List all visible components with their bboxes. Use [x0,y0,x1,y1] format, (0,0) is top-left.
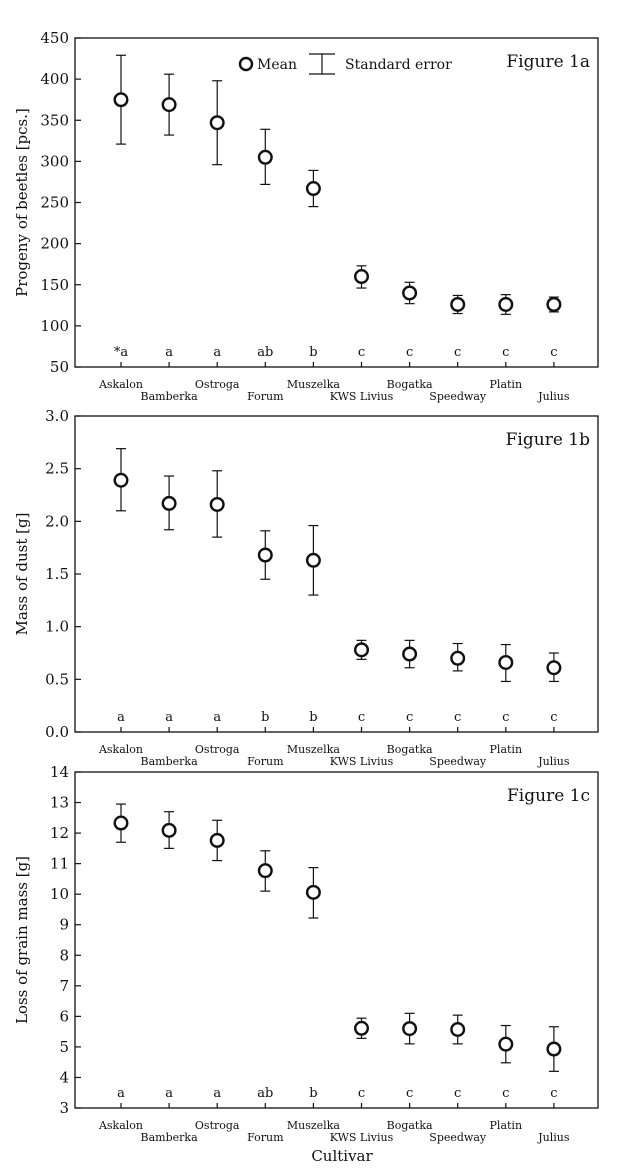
significance-letter: c [550,1086,558,1101]
y-axis-title: Mass of dust [g] [13,512,31,636]
mean-point [307,554,320,567]
x-tick-label: Forum [247,390,284,403]
y-tick-label: 100 [40,316,69,335]
mean-point [500,656,513,669]
mean-point [259,151,272,164]
significance-letter: a [213,345,222,360]
significance-letter: b [309,345,318,360]
x-tick-label: Bamberka [140,390,198,403]
y-tick-label: 0.0 [45,723,69,741]
y-tick-label: 11 [49,854,69,873]
mean-point [403,648,416,661]
y-tick-label: 350 [40,111,69,130]
mean-point [403,1022,416,1035]
x-tick-label: Speedway [429,390,487,403]
significance-letter: a [165,710,173,725]
mean-point [115,474,128,487]
y-tick-label: 7 [59,976,69,995]
mean-point [548,1043,561,1056]
mean-point [355,644,368,657]
y-tick-label: 1.5 [45,565,69,583]
panel-2 [13,407,598,768]
y-tick-label: 50 [49,358,69,376]
x-tick-label: Bogatka [386,378,433,391]
significance-letter: *a [113,345,129,360]
mean-point [115,817,128,830]
x-axis-title: Cultivar [311,1147,373,1165]
significance-letter: c [502,345,510,360]
legend [240,54,452,74]
mean-point [259,864,272,877]
mean-point [163,824,176,837]
x-tick-label: Speedway [429,755,487,768]
y-tick-label: 250 [40,193,69,212]
significance-letter: c [357,345,366,360]
mean-point [548,298,561,311]
significance-letter: c [357,710,366,725]
significance-letter: c [454,710,462,725]
x-tick-label: Julius [538,390,570,403]
significance-letter: c [502,1086,510,1101]
mean-point [307,182,320,195]
y-tick-label: 1.0 [45,617,69,636]
y-tick-label: 10 [49,885,69,904]
legend-mean-marker [240,58,252,70]
panel-3 [13,763,598,1144]
significance-letter: c [357,1086,366,1101]
y-tick-label: 14 [49,763,69,781]
y-tick-label: 300 [40,152,69,171]
x-tick-label: Bogatka [386,1119,433,1132]
y-tick-label: 200 [40,234,69,253]
x-tick-label: Muszelka [286,378,340,391]
x-tick-label: Muszelka [286,1119,340,1132]
y-tick-label: 9 [59,915,69,934]
mean-point [548,661,561,674]
mean-point [211,834,224,847]
x-tick-label: Platin [489,743,523,756]
x-tick-label: Julius [538,755,570,768]
plot-frame [75,772,598,1108]
x-tick-label: Bogatka [386,743,433,756]
significance-letter: c [550,345,558,360]
y-tick-label: 4 [59,1068,69,1087]
x-tick-label: Bamberka [140,1131,198,1144]
significance-letter: c [454,345,462,360]
significance-letter: a [117,710,125,725]
x-tick-label: Julius [538,1131,570,1144]
x-tick-label: Bamberka [140,755,198,768]
significance-letter: c [405,710,414,725]
x-tick-label: KWS Livius [329,390,394,403]
significance-letter: b [261,710,270,725]
legend-error-label: Standard error [345,57,452,73]
y-axis-title: Progeny of beetles [pcs.] [13,108,31,297]
mean-point [211,116,224,129]
y-tick-label: 2.5 [45,459,69,478]
y-tick-label: 13 [49,793,69,812]
significance-letter: c [502,710,510,725]
mean-point [500,1038,513,1051]
y-tick-label: 12 [49,824,69,843]
mean-point [115,93,128,106]
figure-label: Figure 1a [506,52,590,72]
significance-letter: c [550,710,558,725]
x-tick-label: Muszelka [286,743,340,756]
panel-1 [13,29,598,403]
x-tick-label: Forum [247,1131,284,1144]
mean-point [211,498,224,511]
y-axis-title: Loss of grain mass [g] [13,855,31,1025]
y-tick-label: 150 [40,275,69,294]
mean-point [451,652,464,665]
figure-label: Figure 1b [505,430,590,450]
y-tick-label: 8 [59,946,69,965]
mean-point [451,298,464,311]
x-tick-label: Forum [247,755,284,768]
significance-letter: ab [257,345,274,360]
x-tick-label: Ostroga [194,1119,240,1132]
significance-letter: ab [257,1086,274,1101]
plot-frame [75,38,598,367]
y-tick-label: 0.5 [45,670,69,689]
significance-letter: b [309,710,318,725]
mean-point [163,497,176,510]
legend-mean-label: Mean [257,57,297,73]
mean-point [355,1022,368,1035]
x-tick-label: Ostroga [194,743,240,756]
significance-letter: a [165,1086,173,1101]
mean-point [163,98,176,111]
y-tick-label: 3 [59,1099,69,1117]
y-tick-label: 5 [59,1037,69,1056]
significance-letter: c [405,345,414,360]
x-tick-label: KWS Livius [329,755,394,768]
significance-letter: b [309,1086,318,1101]
mean-point [403,287,416,300]
x-tick-label: Speedway [429,1131,487,1144]
mean-point [355,270,368,283]
x-tick-label: Ostroga [194,378,240,391]
x-tick-label: Askalon [98,1119,144,1132]
significance-letter: a [165,345,173,360]
y-tick-label: 450 [40,29,69,47]
x-tick-label: KWS Livius [329,1131,394,1144]
plot-frame [75,416,598,732]
significance-letter: c [454,1086,462,1101]
mean-point [259,549,272,562]
mean-point [500,298,513,311]
figure-label: Figure 1c [507,786,590,806]
y-tick-label: 400 [40,70,69,89]
y-tick-label: 2.0 [45,512,69,531]
x-tick-label: Platin [489,378,523,391]
x-tick-label: Askalon [98,378,144,391]
x-tick-label: Platin [489,1119,523,1132]
y-tick-label: 3.0 [45,407,69,425]
significance-letter: c [405,1086,414,1101]
mean-point [307,886,320,899]
mean-point [451,1023,464,1036]
y-tick-label: 6 [59,1007,69,1026]
significance-letter: a [213,1086,222,1101]
significance-letter: a [117,1086,125,1101]
x-tick-label: Askalon [98,743,144,756]
significance-letter: a [213,710,222,725]
